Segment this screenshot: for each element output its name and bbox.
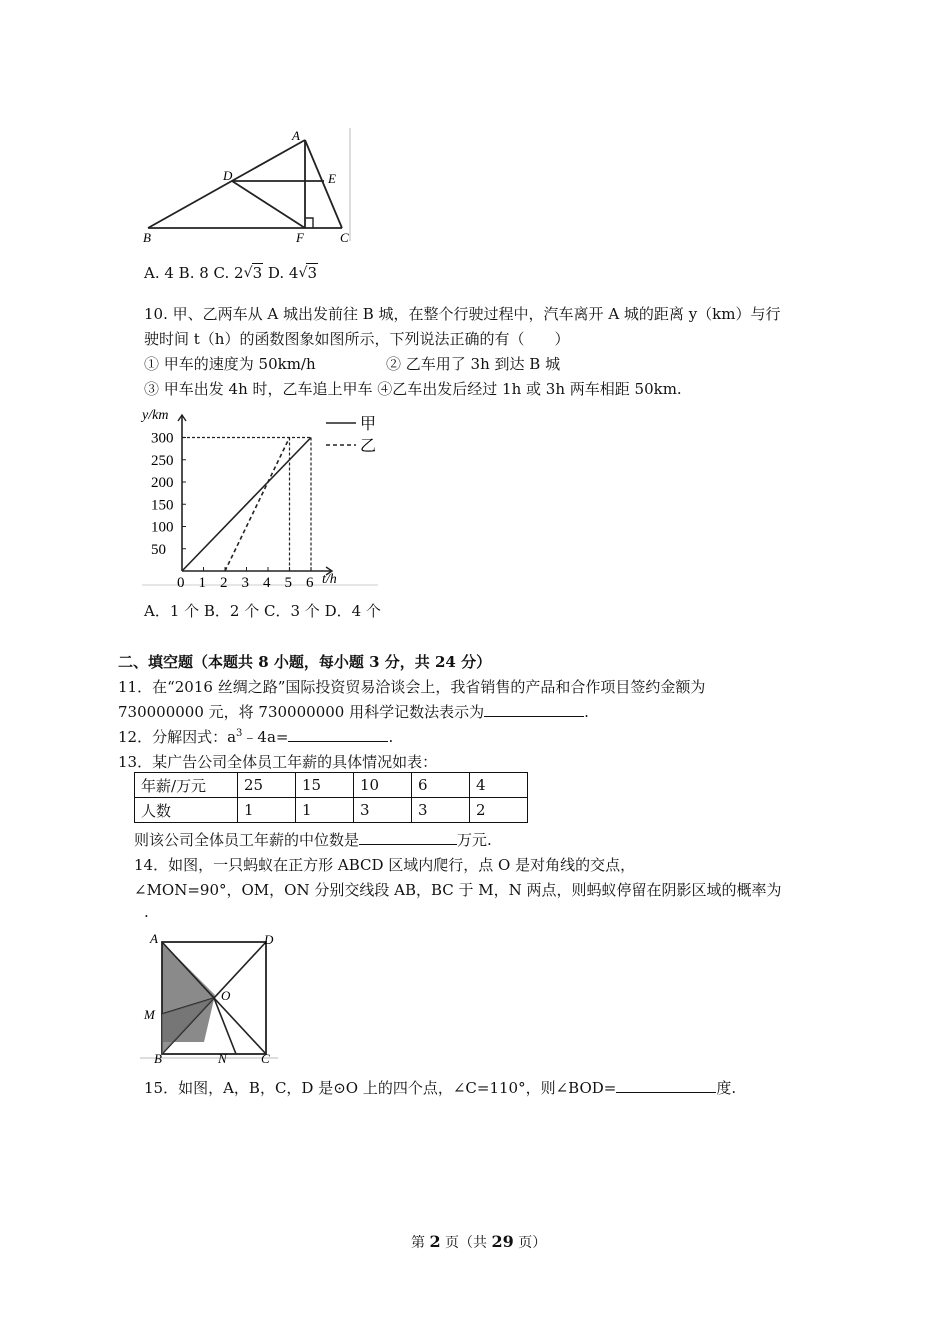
- table-cell: 25: [238, 773, 296, 798]
- vertex-label-e: E: [328, 171, 336, 186]
- distance-time-chart: [140, 405, 385, 590]
- q15-line: [144, 1077, 736, 1098]
- q15-suffix: 度.: [716, 1079, 737, 1097]
- q10-line2: 驶时间 t（h）的函数图象如图所示，下列说法正确的有（ ）: [144, 330, 570, 348]
- total-page-number: 29: [491, 1232, 514, 1251]
- y-tick-label: 100: [151, 519, 174, 536]
- vertex-label-c: C: [261, 1051, 270, 1065]
- vertex-label-d: D: [264, 932, 274, 947]
- vertex-label-b: B: [143, 230, 151, 245]
- q14-line3: .: [144, 903, 149, 921]
- q13-intro: 13．某广告公司全体员工年薪的具体情况如表：: [118, 753, 438, 771]
- x-tick-label: 0: [177, 575, 185, 590]
- q11-line2: [118, 701, 589, 722]
- vertex-label-c: C: [340, 230, 349, 245]
- q15-prefix: 15．如图，A，B，C，D 是⊙O 上的四个点，∠C=110°，则∠BOD=: [144, 1079, 617, 1097]
- q12-answer-blank[interactable]: [288, 727, 388, 742]
- series-line-jia: [182, 438, 311, 572]
- table-cell: 2: [470, 798, 528, 823]
- table-row: [135, 773, 528, 798]
- vertex-label-o: O: [221, 988, 231, 1003]
- q13-answer-blank[interactable]: [359, 830, 457, 845]
- footer-pre: 第: [411, 1235, 430, 1251]
- q10-line1: 10. 甲、乙两车从 A 城出发前往 B 城，在整个行驶过程中，汽车离开 A 城的距离 y（km）与行: [144, 305, 781, 323]
- current-page-number: 2: [429, 1232, 441, 1251]
- vertex-label-f: F: [296, 230, 304, 245]
- x-tick-label: 3: [241, 575, 249, 590]
- table-cell: 10: [354, 773, 412, 798]
- y-tick-label: 50: [151, 541, 166, 558]
- vertex-label-d: D: [223, 168, 233, 183]
- x-tick-label: 6: [306, 575, 314, 590]
- triangle-figure: [140, 126, 355, 246]
- y-tick-label: 150: [151, 497, 174, 514]
- table-cell: 人数: [135, 798, 238, 823]
- x-axis-label: t/h: [322, 572, 337, 587]
- q14-line1: 14．如图，一只蚂蚁在正方形 ABCD 区域内爬行，点 O 是对角线的交点，: [134, 856, 636, 874]
- q11-line1: 11．在“2016 丝绸之路”国际投资贸易洽谈会上，我省销售的产品和合作项目签约金额为: [118, 678, 706, 696]
- q13-suffix: 万元.: [457, 831, 492, 849]
- legend-label: 甲: [360, 416, 377, 433]
- q12-suffix: ﹣4a=: [242, 728, 289, 746]
- table-row: [135, 798, 528, 823]
- x-tick-label: 4: [263, 575, 271, 590]
- q9-options-text: A. 4 B. 8 C. 2: [144, 264, 244, 282]
- q14-line2: ∠MON=90°，OM，ON 分别交线段 AB，BC 于 M，N 两点，则蚂蚁停留在阴影区域的概率为: [134, 881, 782, 899]
- y-tick-label: 200: [151, 475, 174, 491]
- sqrt-d: √ 3: [298, 264, 318, 282]
- series-line-yi: [225, 438, 290, 572]
- y-tick-label: 300: [151, 430, 174, 447]
- q11-end: .: [584, 703, 589, 721]
- q12-end: .: [388, 728, 394, 746]
- q9-option-d: D. 4: [263, 264, 299, 282]
- q11-answer-blank[interactable]: [484, 702, 584, 717]
- table-cell: 年薪/万元: [135, 773, 238, 798]
- salary-table: [134, 772, 528, 823]
- table-cell: 4: [470, 773, 528, 798]
- x-tick-label: 5: [284, 575, 292, 590]
- vertex-label-b: B: [154, 1051, 162, 1065]
- table-cell: 1: [238, 798, 296, 823]
- y-axis-label: y/km: [142, 408, 169, 423]
- vertex-label-m: M: [144, 1007, 155, 1022]
- footer-post: 页）: [513, 1235, 547, 1251]
- table-cell: 6: [412, 773, 470, 798]
- q13-prefix: 则该公司全体员工年薪的中位数是: [134, 831, 360, 849]
- q10-statement-1: ① 甲车的速度为 50km/h: [144, 355, 316, 373]
- table-cell: 15: [296, 773, 354, 798]
- q15-answer-blank[interactable]: [616, 1078, 716, 1093]
- q11-line2-text: 730000000 元，将 730000000 用科学记数法表示为: [118, 703, 485, 721]
- q13-question: [134, 829, 492, 850]
- table-cell: 3: [354, 798, 412, 823]
- q10-statement-3-4: ③ 甲车出发 4h 时，乙车追上甲车 ④乙车出发后经过 1h 或 3h 两车相距 50km.: [144, 380, 682, 398]
- page-footer: [411, 1232, 546, 1252]
- table-cell: 3: [412, 798, 470, 823]
- q12-exponent: 3: [236, 728, 243, 739]
- q12-prefix: 12．分解因式：a: [118, 728, 237, 746]
- sqrt-c-radicand: 3: [252, 264, 263, 282]
- sqrt-c: √ 3: [243, 264, 263, 282]
- x-tick-label: 1: [198, 575, 206, 590]
- sqrt-d-radicand: 3: [307, 264, 318, 282]
- y-tick-label: 250: [151, 452, 174, 469]
- section-heading: 二、填空题（本题共 8 小题，每小题 3 分，共 24 分）: [118, 653, 492, 671]
- footer-mid: 页（共: [440, 1235, 492, 1251]
- vertex-label-n: N: [218, 1051, 227, 1065]
- q10-options: A．1 个 B．2 个 C．3 个 D．4 个: [144, 602, 381, 620]
- table-cell: 1: [296, 798, 354, 823]
- q9-options: [144, 264, 318, 282]
- legend-label: 乙: [360, 438, 377, 455]
- vertex-label-a: A: [150, 931, 158, 946]
- vertex-label-a: A: [292, 128, 300, 143]
- q12-line: [118, 726, 393, 747]
- q10-statement-2: ② 乙车用了 3h 到达 B 城: [386, 355, 561, 373]
- square-figure: [140, 930, 280, 1065]
- x-tick-label: 2: [220, 575, 228, 590]
